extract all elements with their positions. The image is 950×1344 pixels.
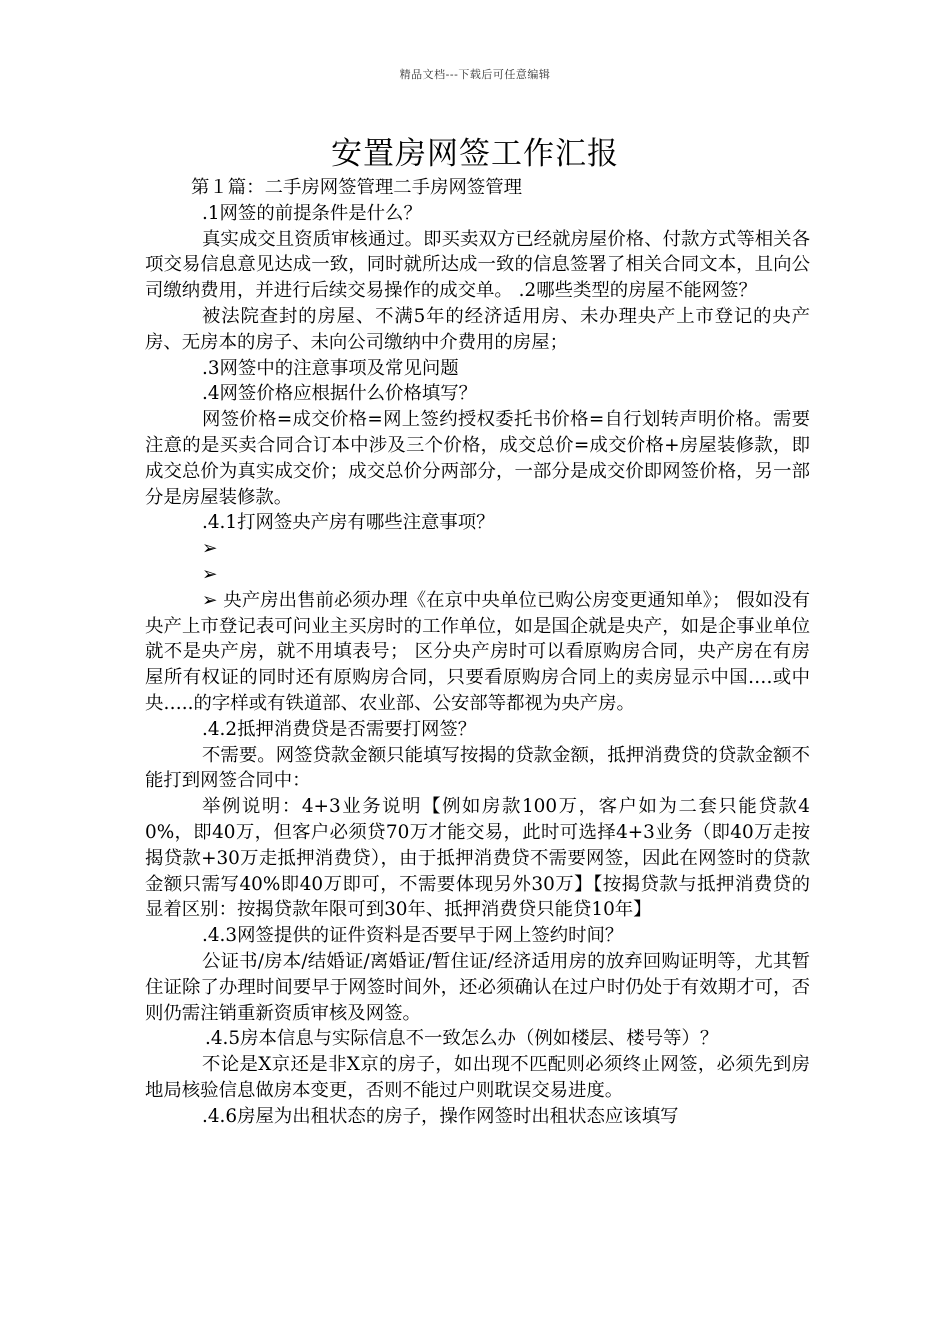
body-paragraph: 举例说明：4+3业务说明【例如房款100万，客户如为二套只能贷款40%，即40万，但客户必须贷70万才能交易，此时可选择4+3业务（即40万走按揭贷款+30万走抵押消费贷），由于抵押消费贷不需要网签，因此在网签时的贷款金额只需写40%即40万即可，不需要体现另外30万】【按揭贷款与抵押消费贷的显着区别：按揭贷款年限可到30年、抵押消费贷只能贷10年】 xyxy=(145,796,810,921)
bullet-paragraph: ➢ 央产房出售前必须办理《在京中央单位已购公房变更通知单》； 假如没有央产上市登记表可问业主买房时的工作单位，如是国企就是央产，如是企事业单位就不是央产房，就不用填表号； 区分央产房时可以看原购房合同，央产房在有房屋所有权证的同时还有原购房合同，只要看原购房合同上的卖房显示中国….或中央…..的字样或有铁道部、农业部、公安部等都视为央产房。 xyxy=(145,589,810,714)
question-heading: .4.2抵押消费贷是否需要打网签？ xyxy=(202,718,477,740)
body-paragraph: 网签价格=成交价格=网上签约授权委托书价格=自行划转声明价格。需要注意的是买卖合同合订本中涉及三个价格，成交总价=成交价格+房屋装修款，即成交总价为真实成交价；成交总价分两部分，一部分是成交价即网签价格，另一部分是房屋装修款。 xyxy=(145,409,810,508)
question-heading: .3网签中的注意事项及常见问题 xyxy=(202,357,459,379)
bullet-marker: ➢ xyxy=(202,563,218,585)
question-heading: .1网签的前提条件是什么？ xyxy=(202,202,422,224)
body-paragraph: 被法院查封的房屋、不满5年的经济适用房、未办理央产上市登记的央产房、无房本的房子、未向公司缴纳中介费用的房屋； xyxy=(145,305,810,353)
body-paragraph: 不论是X京还是非X京的房子，如出现不匹配则必须终止网签，必须先到房地局核验信息做房本变更，否则不能过户则耽误交易进度。 xyxy=(145,1054,810,1101)
body-paragraph: 不需要。网签贷款金额只能填写按揭的贷款金额，抵押消费贷的贷款金额不能打到网签合同中： xyxy=(145,744,810,792)
body-paragraph: 真实成交且资质审核通过。即买卖双方已经就房屋价格、付款方式等相关各项交易信息意见达成一致，同时就所达成一致的信息签署了相关合同文本，且向公司缴纳费用，并进行后续交易操作的成交单。 .2哪些类型的房屋不能网签？ xyxy=(145,228,810,302)
body-paragraph: 公证书/房本/结婚证/离婚证/暂住证/经济适用房的放弃回购证明等，尤其暂住证除了办理时间要早于网签时间外，还必须确认在过户时仍处于有效期才可，否则仍需注销重新资质审核及网签。 xyxy=(145,950,810,1024)
document-title: 安置房网签工作汇报 xyxy=(331,136,619,172)
question-heading: .4.3网签提供的证件资料是否要早于网上签约时间？ xyxy=(202,925,624,947)
document-body xyxy=(145,175,810,1129)
section-heading: 第１篇：二手房网签管理二手房网签管理 xyxy=(191,177,523,198)
question-heading: .4.1打网签央产房有哪些注意事项？ xyxy=(202,512,495,534)
question-heading: .4.6房屋为出租状态的房子，操作网签时出租状态应该填写 xyxy=(202,1105,679,1127)
question-heading: .4网签价格应根据什么价格填写？ xyxy=(202,383,478,405)
question-heading: .4.5房本信息与实际信息不一致怎么办（例如楼层、楼号等）？ xyxy=(205,1028,719,1050)
page-header: 精品文档---下载后可任意编辑 xyxy=(399,68,551,81)
bullet-marker: ➢ xyxy=(202,538,218,560)
